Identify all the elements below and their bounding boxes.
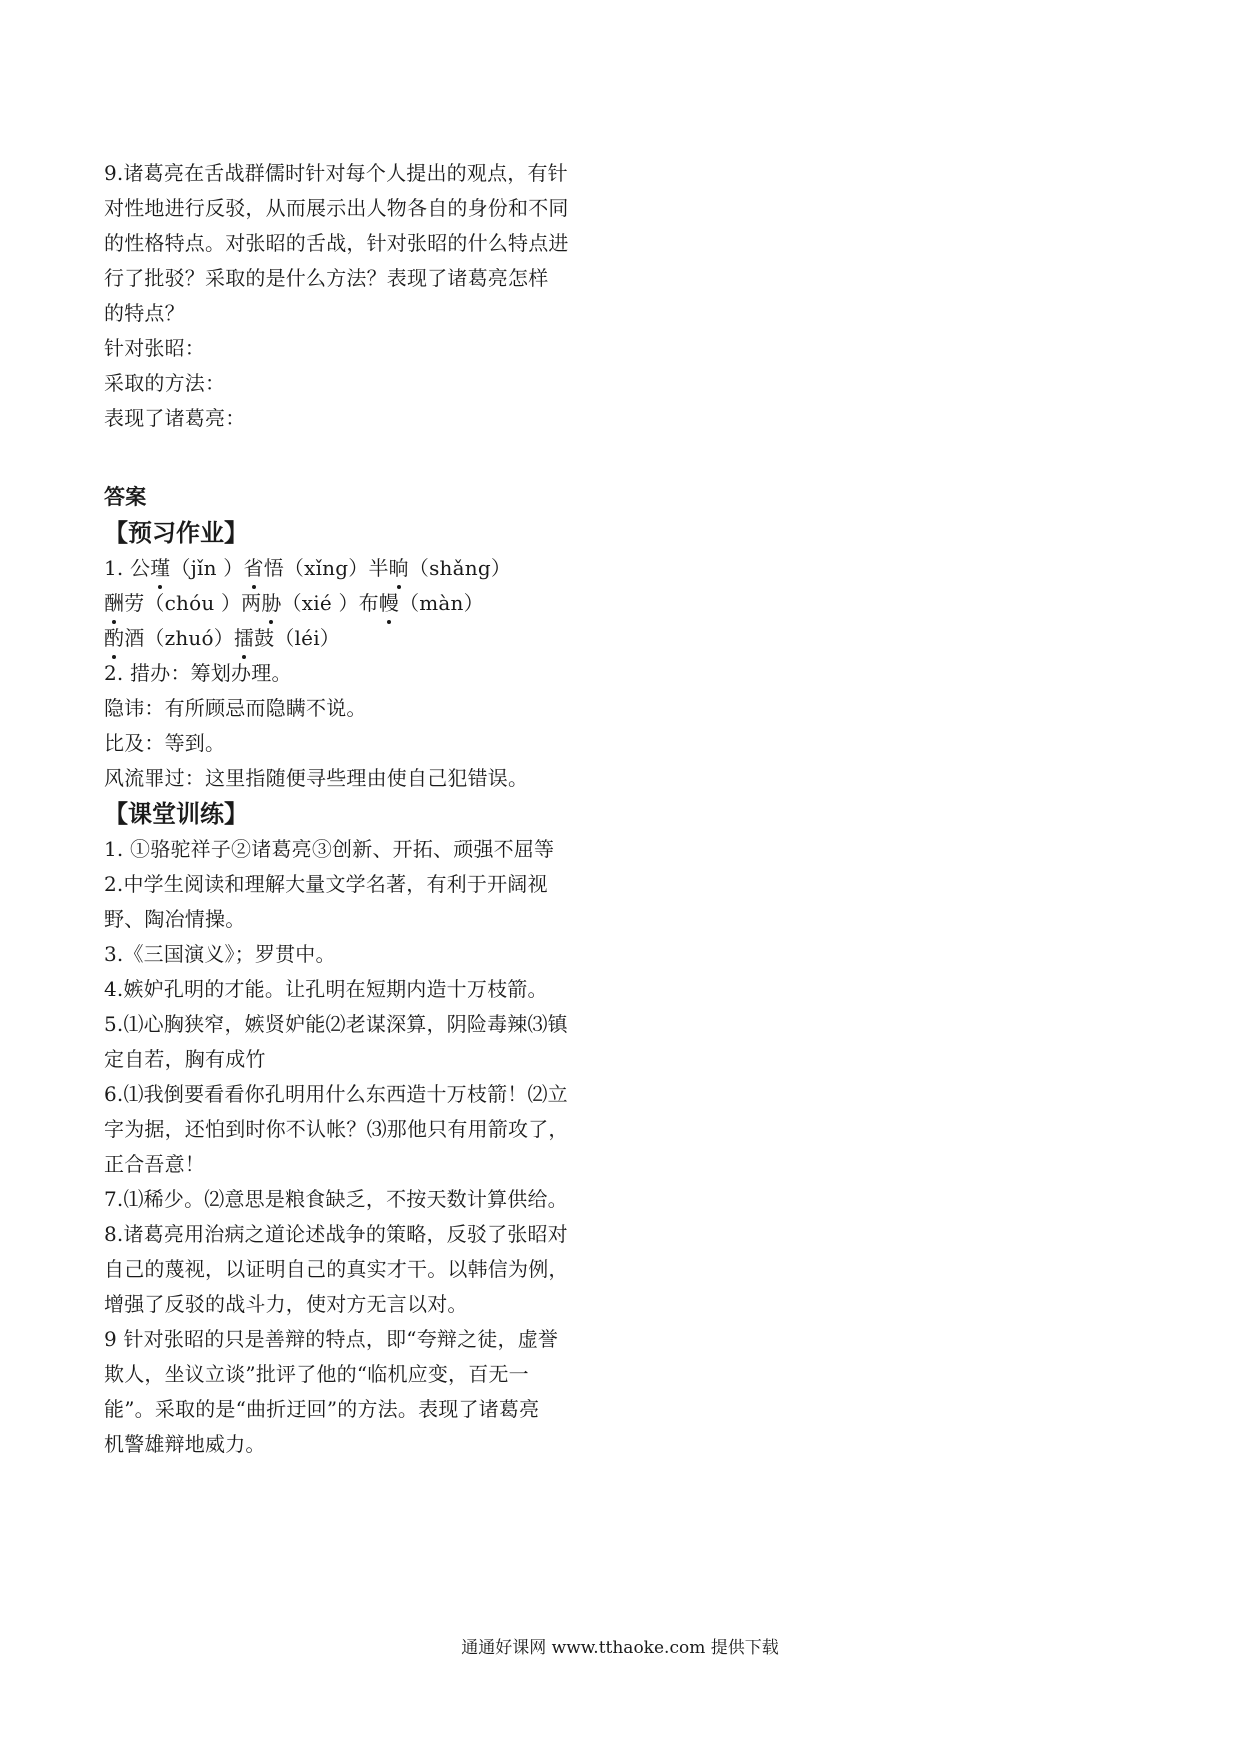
pinyin: （shǎng）	[408, 556, 512, 580]
pinyin-line	[104, 551, 604, 586]
dotted-char: 擂	[234, 621, 254, 656]
answer-line: 增强了反驳的战斗力，使对方无言以对。	[104, 1292, 468, 1316]
answer-line: 9 针对张昭的只是善辩的特点，即“夸辩之徒，虚誉	[104, 1327, 559, 1351]
answer-line: 字为据，还怕到时你不认帐？⑶那他只有用箭攻了，	[104, 1117, 569, 1141]
answer-line: 欺人，坐议立谈”批评了他的“临机应变，百无一	[104, 1362, 529, 1386]
classwork-title: 【课堂训练】	[104, 800, 248, 828]
pinyin-line	[104, 586, 604, 621]
blank-zhuge: 表现了诸葛亮：	[104, 406, 246, 430]
pinyin-line	[104, 621, 604, 656]
question-line: 行了批驳？采取的是什么方法？表现了诸葛亮怎样	[104, 266, 549, 290]
question-line: 的特点？	[104, 301, 185, 325]
question-line: 的性格特点。对张昭的舌战，针对张昭的什么特点进	[104, 231, 569, 255]
dotted-char: 晌	[389, 551, 409, 586]
item-number: 1.	[104, 556, 131, 580]
definition: 风流罪过：这里指随便寻些理由使自己犯错误。	[104, 766, 529, 790]
dotted-char: 胁	[261, 586, 281, 621]
dotted-char: 酬	[104, 586, 124, 621]
answer-line: 野、陶冶情操。	[104, 907, 246, 931]
dotted-char: 幔	[379, 586, 399, 621]
pinyin: 劳（chóu ）两	[124, 591, 262, 615]
answer-line: 8.诸葛亮用治病之道论述战争的策略，反驳了张昭对	[104, 1222, 568, 1246]
definition: 隐讳：有所顾忌而隐瞒不说。	[104, 696, 367, 720]
question-line: 9.诸葛亮在舌战群儒时针对每个人提出的观点，有针	[104, 161, 568, 185]
question-line: 对性地进行反驳，从而展示出人物各自的身份和不同	[104, 196, 569, 220]
dotted-char: 省	[244, 551, 264, 586]
answer-line: 正合吾意！	[104, 1152, 205, 1176]
definition: 比及：等到。	[104, 731, 226, 755]
answer-title: 答案	[104, 485, 147, 509]
answer-line: 7.⑴稀少。⑵意思是粮食缺乏，不按天数计算供给。	[104, 1187, 568, 1211]
blank-zhangzhao: 针对张昭：	[104, 336, 205, 360]
pinyin: 酒（zhuó）	[124, 626, 234, 650]
answer-line: 能”。采取的是“曲折迂回”的方法。表现了诸葛亮	[104, 1397, 540, 1421]
answer-line: 1. ①骆驼祥子②诸葛亮③创新、开拓、顽强不屈等	[104, 837, 555, 861]
answer-line: 4.嫉妒孔明的才能。让孔明在短期内造十万枝箭。	[104, 977, 548, 1001]
answer-line: 6.⑴我倒要看看你孔明用什么东西造十万枝箭！⑵立	[104, 1082, 568, 1106]
pinyin: （jǐn ）	[170, 556, 244, 580]
answer-line: 机警雄辩地威力。	[104, 1432, 266, 1456]
pinyin: （màn）	[399, 591, 484, 615]
answer-line: 3.《三国演义》；罗贯中。	[104, 942, 336, 966]
pinyin: 鼓（léi）	[254, 626, 340, 650]
preview-title: 【预习作业】	[104, 519, 248, 547]
dotted-char: 酌	[104, 621, 124, 656]
definition: 2. 措办：筹划办理。	[104, 661, 292, 685]
answer-line: 自己的蔑视，以证明自己的真实才干。以韩信为例，	[104, 1257, 569, 1281]
dotted-char: 瑾	[150, 551, 170, 586]
text: 公	[130, 556, 151, 580]
question-9	[104, 156, 604, 436]
answer-line: 5.⑴心胸狭窄，嫉贤妒能⑵老谋深算，阴险毒辣⑶镇	[104, 1012, 568, 1036]
answer-section	[104, 480, 604, 1462]
pinyin: （xié ）布	[281, 591, 379, 615]
blank-method: 采取的方法：	[104, 371, 226, 395]
answer-line: 2.中学生阅读和理解大量文学名著，有利于开阔视	[104, 872, 548, 896]
footer-text: 通通好课网 www.tthaoke.com 提供下载	[461, 1638, 779, 1658]
answer-line: 定自若，胸有成竹	[104, 1047, 266, 1071]
pinyin: 悟（xǐng）半	[263, 556, 389, 580]
